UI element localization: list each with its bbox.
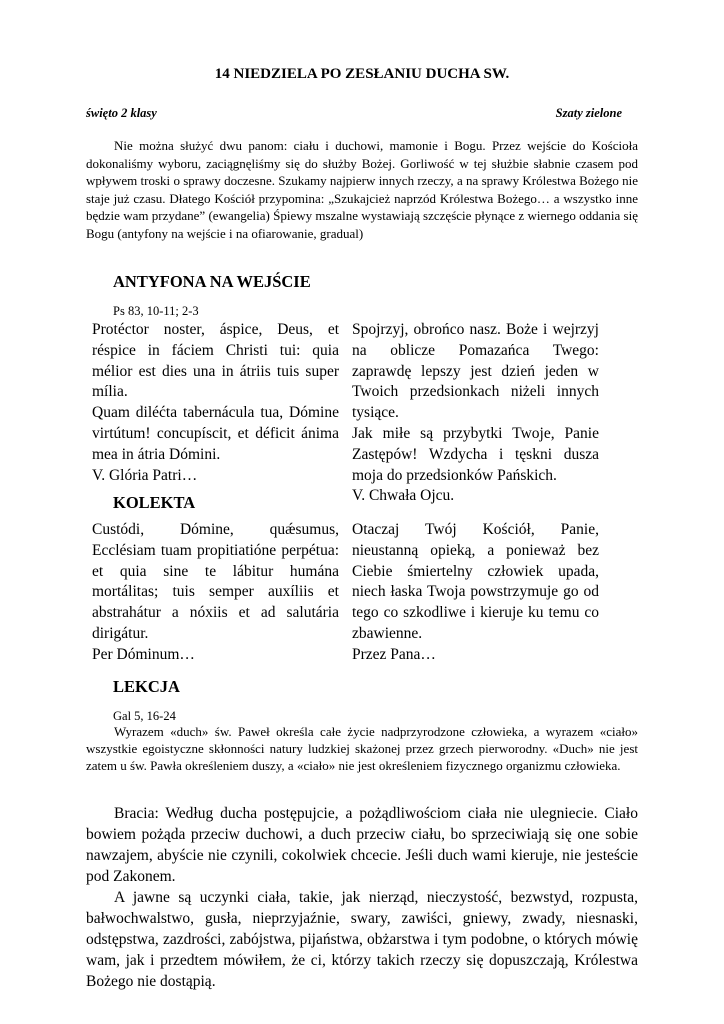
- introit-latin-psalm: Quam diléćta tabernácula tua, Dómine virtútum! concupíscit, et déficit ánima mea in átria Dómini.: [92, 404, 339, 463]
- lesson-reading: [86, 803, 638, 992]
- introit-polish-psalm: Jak miłe są przybytki Twoje, Panie Zastępów! Wzdycha i tęskni dusza moja do przedsionków Pańskich.: [352, 424, 599, 484]
- feast-rank: święto 2 klasy: [86, 106, 157, 120]
- collect-polish-conclusion: Przez Pana…: [352, 645, 436, 663]
- introit-polish-gloria: V. Chwała Ojcu.: [352, 487, 455, 505]
- introit-reference: Ps 83, 10-11; 2-3: [113, 304, 199, 318]
- intro-paragraph: Nie można służyć dwu panom: ciału i duchowi, mamonie i Bogu. Przez wejście do Kościoła dokonaliśmy wyboru, zaciągnęliśmy się do służby Bożej. Gorliwość w tej służbie słabnie czasem pod wpływem troski o sprawy doczesne. Szukamy najpierw innych rzeczy, a na sprawy Królestwa Bożego nie staje już czasu. Dłatego Kościół przypomina: „Szukajcież naprzód Królestwa Bożego… a wszystko inne będzie wam przydane” (ewangelia) Śpiewy mszalne wystawiają szczęście płynące z wiernego oddania się Bogu (antyfony na wejście i na ofiarowanie, gradual): [86, 138, 638, 241]
- page-title: 14 NIEDZIELA PO ZESŁANIU DUCHA SW.: [214, 66, 510, 82]
- collect-latin-conclusion: Per Dóminum…: [92, 645, 195, 663]
- collect-latin-column: [92, 520, 339, 666]
- collect-polish-prayer: Otaczaj Twój Kościół, Panie, nieustanną opieką, a ponieważ bez Ciebie śmiertelny człowiek upada, niech łaska Twoja powstrzymuje go od tego co szkodliwe i kieruje ku temu co zbawienne.: [352, 521, 599, 642]
- introit-heading: ANTYFONA NA WEJŚCIE: [113, 272, 311, 291]
- introit-polish-column: [352, 320, 599, 507]
- collect-heading: KOLEKTA: [113, 493, 196, 512]
- lesson-paragraph-2: A jawne są uczynki ciała, takie, jak nierząd, nieczystość, bezwstyd, rozpusta, bałwochwalstwo, gusła, nieprzyjaźnie, swary, zawiści, gniewy, zwady, niesnaski, odstępstwa, zazdrości, zabójstwa, pijaństwa, obżarstwa i tym podobne, o których mówię wam, jak i przedtem mówiłem, że ci, którzy takich rzeczy się dopuszczają, Królestwa Bożego nie dostąpią.: [86, 889, 638, 990]
- introit-latin-column: [92, 320, 339, 486]
- introit-latin-verse: Protéctor noster, áspice, Deus, et réspice in fáciem Christi tui: quia mélior est dies una in átriis tuis super mília.: [92, 321, 339, 401]
- lesson-note: Wyrazem «duch» św. Paweł określa całe życie nadprzyrodzone człowieka, a wyrazem «ciało» wszystkie egoistyczne skłonności natury ludzkiej skażonej przez grzech pierworodny. «Duch» nie jest zatem u św. Pawła określeniem duszy, a «ciało» nie jest określeniem fizycznego organizmu człowieka.: [86, 724, 638, 774]
- collect-latin-prayer: Custódi, Dómine, quǽsumus, Ecclésiam tuam propitiatióne perpétua: et quia sine te lábitur humána mortálitas; tuis semper auxíliis et abstrahátur a nóxiis et ad salutária dirigátur.: [92, 521, 339, 642]
- vestment-color: Szaty zielone: [555, 106, 622, 120]
- lesson-heading: LEKCJA: [113, 677, 180, 696]
- lesson-paragraph-1: Bracia: Według ducha postępujcie, a pożądliwościom ciała nie ulegniecie. Ciało bowiem pożąda przeciw duchowi, a duch przeciw ciału, bo sprzeciwiają się one sobie nawzajem, abyście nie czynili, cokolwiek chcecie. Jeśli duch wami kieruje, nie jesteście pod Zakonem.: [86, 805, 638, 885]
- introit-polish-verse: Spojrzyj, obrońco nasz. Boże i wejrzyj na oblicze Pomazańca Twego: zaprawdę lepszy jest dzień jeden w Twoich przedsionkach niżeli innych tysiące.: [352, 321, 599, 422]
- collect-polish-column: [352, 520, 599, 666]
- lesson-reference: Gal 5, 16-24: [113, 709, 176, 723]
- introit-latin-gloria: V. Glória Patri…: [92, 466, 198, 484]
